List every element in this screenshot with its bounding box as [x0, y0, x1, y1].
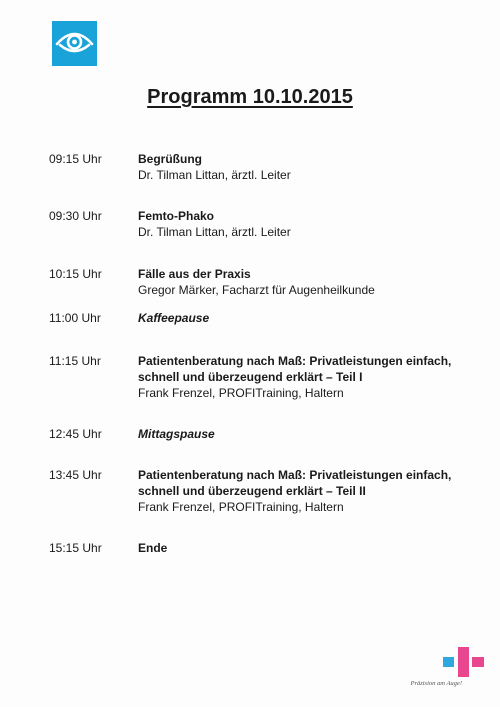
session-speaker: Gregor Märker, Facharzt für Augenheilkunde	[138, 283, 375, 297]
eye-icon	[52, 21, 97, 66]
schedule-time: 09:15 Uhr	[49, 152, 102, 166]
break-title: Mittagspause	[138, 427, 215, 441]
session-title: Femto-Phako	[138, 209, 215, 223]
session-title: Begrüßung	[138, 152, 202, 166]
session-title-line-1: Patientenberatung nach Maß: Privatleistungen einfach,	[138, 354, 452, 368]
schedule-time: 12:45 Uhr	[49, 427, 102, 441]
session-speaker: Frank Frenzel, PROFITraining, Haltern	[138, 500, 344, 514]
break-title: Kaffeepause	[138, 311, 210, 325]
session-title: Fälle aus der Praxis	[138, 267, 251, 281]
session-title-line-2: schnell und überzeugend erklärt – Teil II	[138, 484, 366, 498]
end-title: Ende	[138, 541, 168, 555]
session-title-line-2: schnell und überzeugend erklärt – Teil I	[138, 370, 363, 384]
practice-logo	[52, 21, 97, 66]
schedule-time: 13:45 Uhr	[49, 468, 102, 482]
schedule-time: 10:15 Uhr	[49, 267, 102, 281]
page-title: Programm 10.10.2015	[147, 86, 353, 108]
schedule-time: 15:15 Uhr	[49, 541, 102, 555]
session-speaker: Frank Frenzel, PROFITraining, Haltern	[138, 386, 344, 400]
session-title-line-1: Patientenberatung nach Maß: Privatleistungen einfach,	[138, 468, 452, 482]
brand-cross-mark	[443, 647, 485, 677]
schedule-time: 11:00 Uhr	[49, 311, 101, 325]
tagline: Präzision am Auge!	[410, 680, 462, 687]
schedule-time: 11:15 Uhr	[49, 354, 101, 368]
schedule-time: 09:30 Uhr	[49, 209, 102, 223]
session-speaker: Dr. Tilman Littan, ärztl. Leiter	[138, 225, 291, 239]
session-speaker: Dr. Tilman Littan, ärztl. Leiter	[138, 168, 291, 182]
